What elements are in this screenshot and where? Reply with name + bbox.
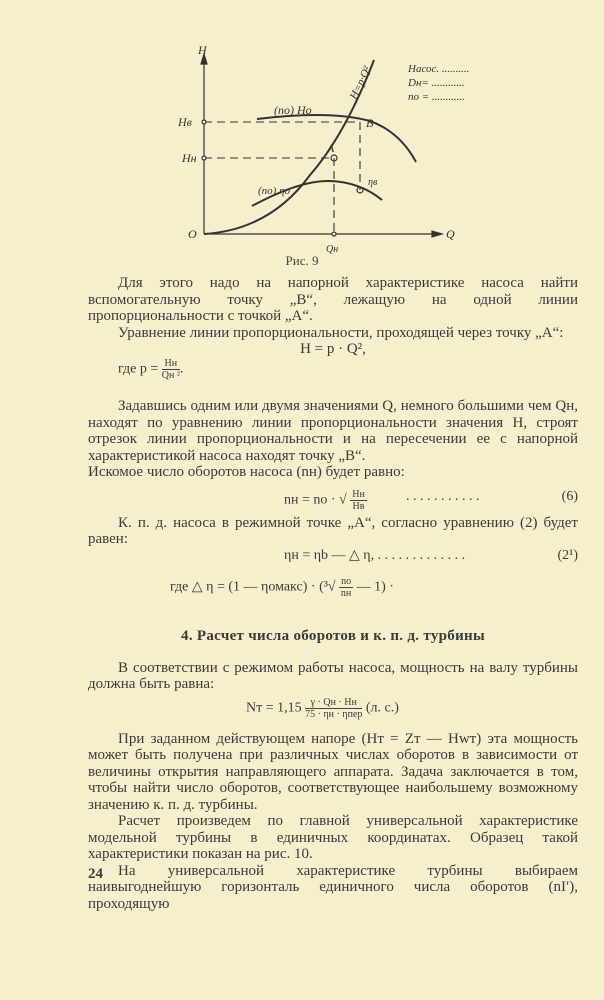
equation-6 bbox=[88, 489, 578, 515]
eq-text: где △ η = (1 — ηомакс) · bbox=[170, 579, 316, 595]
eq-text: ηн = ηb — △ η, . . . . . . . . . . . . . bbox=[284, 547, 466, 563]
eq-numerator: γ · Qн · Hн bbox=[305, 697, 362, 709]
eq-text: (л. с.) bbox=[365, 700, 399, 716]
equation-power bbox=[88, 697, 578, 727]
eq-denominator: nн bbox=[340, 587, 352, 599]
point-a-label: A bbox=[327, 141, 335, 155]
eq-text: — 1) · bbox=[356, 579, 394, 595]
point-b-label: B bbox=[366, 116, 374, 130]
prop-curve-label: H=p·Q² bbox=[347, 64, 374, 102]
equation-number: (2¹) bbox=[557, 547, 578, 563]
paragraph: При заданном действующем напоре (Hт = Zт — Hwт) эта мощность может быть получена при различных числах оборотов в зависимости от величины открытия направляющего аппарата. Задача заключается в том, чтобы найти число оборотов, соответствующее наибольшему возможному значению к. п. д. турбины. bbox=[88, 730, 578, 813]
paragraph: На универсальной характеристике турбины выбираем наивыгоднейшую горизонталь единичного числа оборотов (nI′), проходящую bbox=[88, 862, 578, 912]
origin-label: O bbox=[188, 227, 197, 241]
eq-numerator: Hн bbox=[352, 488, 365, 500]
text-block-2 bbox=[88, 398, 578, 606]
paragraph: Искомое число оборотов насоса (nн) будет равно: bbox=[88, 464, 405, 480]
qn-label: Qн bbox=[326, 244, 339, 255]
equation-2-1 bbox=[88, 548, 578, 566]
equation-prop: H = p · Q², bbox=[300, 341, 366, 357]
legend-no: nо = ............ bbox=[408, 91, 465, 103]
paragraph: Для этого надо на напорной характеристике насоса найти вспомогательную точку „B“, лежащую на одной линии пропорциональности с точкой „A“. bbox=[88, 275, 578, 324]
eq-dots: . . . . . . . . . . . bbox=[406, 488, 480, 504]
paragraph: В соответствии с режимом работы насоса, мощность на валу турбины должна быть равна: bbox=[88, 659, 578, 692]
eq-denominator: Hв bbox=[352, 500, 365, 512]
axis-x-label: Q bbox=[446, 227, 455, 241]
text-block-3 bbox=[88, 613, 578, 912]
paragraph: Уравнение линии пропорциональности, проходящей через точку „A“: bbox=[118, 324, 564, 341]
hv-label: Hв bbox=[178, 115, 192, 129]
legend-pump: Насос. .......... bbox=[408, 63, 470, 75]
eff-curve-label: (nо) ηо bbox=[258, 185, 291, 197]
head-curve-label: (nо) Hо bbox=[274, 103, 312, 117]
eq-denominator: Qн ² bbox=[161, 369, 180, 381]
page-number: 24 bbox=[88, 866, 103, 882]
eq-numerator: nо bbox=[341, 575, 352, 587]
equation-number: (6) bbox=[561, 488, 578, 504]
eq-text: где p = bbox=[118, 361, 159, 377]
eq-text: (³√ bbox=[319, 579, 336, 595]
paragraph: Задавшись одним или двумя значениями Q, немного большими чем Qн, находят по уравнению линии пропорциональности значения H, строят отрезок линии пропорциональности и на пересечении ее с напорной характеристикой насоса находят точку „B“. bbox=[88, 398, 578, 464]
eq-text: nн = nо · √ bbox=[284, 492, 347, 508]
text-block-1 bbox=[88, 275, 578, 384]
pump-characteristic-figure bbox=[160, 40, 500, 265]
eq-text: Nт = 1,15 bbox=[246, 700, 302, 716]
hn-label: Hн bbox=[182, 151, 197, 165]
paragraph: Расчет произведем по главной универсальной характеристике модельной турбины в единичных координатах. Образец такой характеристики показан на рис. 10. bbox=[88, 813, 578, 862]
eq-numerator: Hн bbox=[162, 358, 180, 370]
legend-dn: Dн= ............ bbox=[408, 77, 465, 89]
eq-denominator: 75 · ηн · ηпер bbox=[305, 708, 363, 720]
equation-p: где p = $\frac{Hн}{\text{Qн ²}}$ . bbox=[118, 357, 184, 381]
axis-y-label: H bbox=[198, 43, 207, 57]
eta-v-label: ηв bbox=[368, 177, 378, 188]
paragraph: К. п. д. насоса в режимной точке „A“, согласно уравнению (2) будет равен: bbox=[88, 514, 578, 547]
section-heading: 4. Расчет числа оборотов и к. п. д. турбины bbox=[181, 628, 485, 644]
equation-delta-eta bbox=[88, 576, 578, 606]
figure-caption: Рис. 9 bbox=[285, 253, 319, 268]
